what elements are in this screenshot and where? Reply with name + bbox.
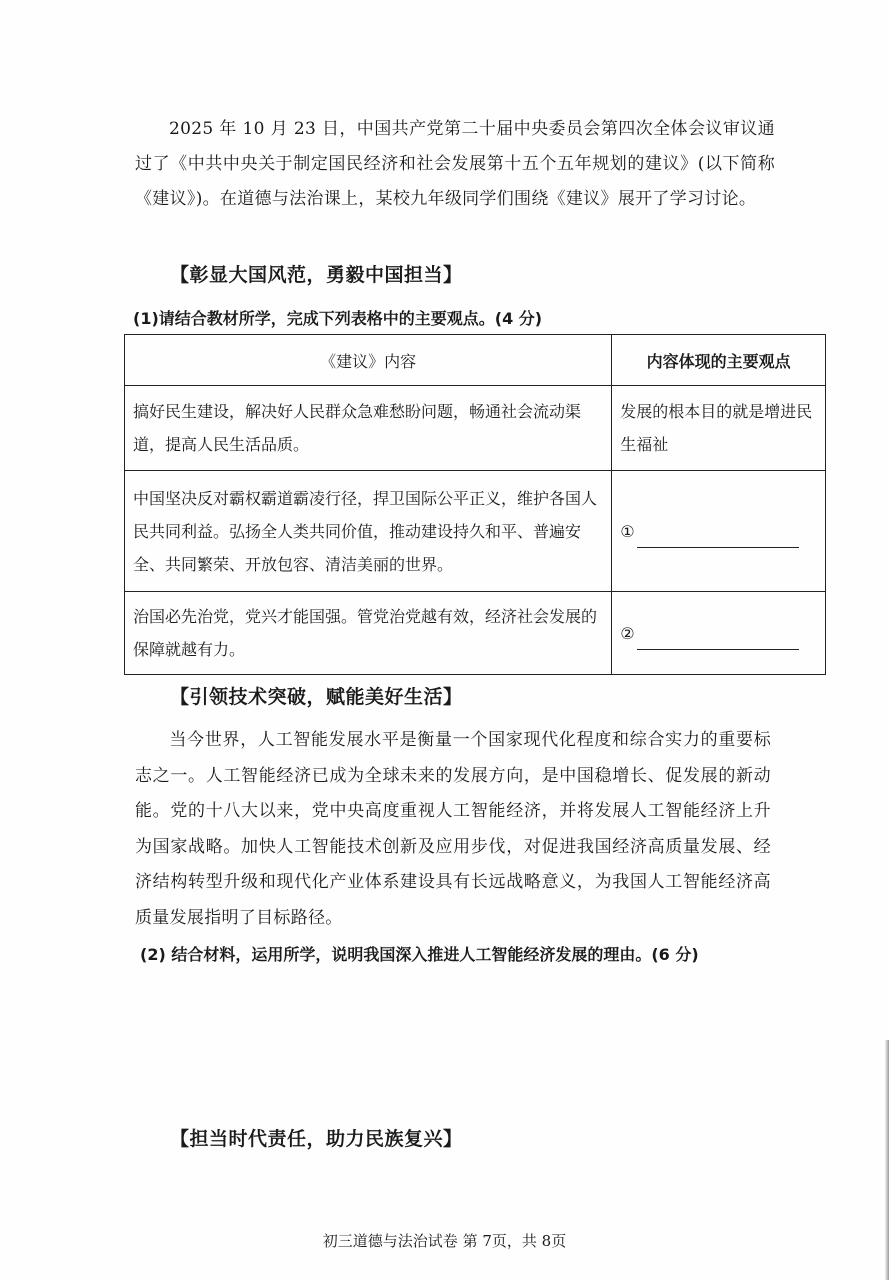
header-view: 内容体现的主要观点 bbox=[612, 335, 826, 386]
table-row bbox=[125, 386, 826, 471]
section-heading-1: 【彰显大国风范，勇毅中国担当】 bbox=[170, 264, 463, 286]
section-heading-3: 【担当时代责任，助力民族复兴】 bbox=[170, 1128, 463, 1150]
page-edge-shadow bbox=[885, 1040, 889, 1280]
row3-view bbox=[612, 592, 826, 675]
intro-paragraph bbox=[135, 112, 775, 217]
intro-text: 2025 年 10 月 23 日，中国共产党第二十届中央委员会第四次全体会议审议通过了《中共中央关于制定国民经济和社会发展第十五个五年规划的建议》(以下简称《建议》)。在道德与法治课上，某校九年级同学们围绕《建议》展开了学习讨论。 bbox=[135, 119, 775, 209]
blank-line-1 bbox=[637, 525, 799, 548]
question-1: (1)请结合教材所学，完成下列表格中的主要观点。(4 分) bbox=[133, 309, 543, 328]
row3-content: 治国必先治党，党兴才能国强。管党治党越有效，经济社会发展的保障就越有力。 bbox=[125, 592, 612, 675]
row2-view bbox=[612, 471, 826, 592]
views-table bbox=[124, 334, 826, 675]
row1-view: 发展的根本目的就是增进民生福祉 bbox=[612, 386, 826, 471]
ai-passage-text: 当今世界，人工智能发展水平是衡量一个国家现代化程度和综合实力的重要标志之一。人工智能经济已成为全球未来的发展方向，是中国稳增长、促发展的新动能。党的十八大以来，党中央高度重视人工智能经济，并将发展人工智能经济上升为国家战略。加快人工智能技术创新及应用步伐，对促进我国经济高质量发展、经济结构转型升级和现代化产业体系建设具有长远战略意义，为我国人工智能经济高质量发展指明了目标路径。 bbox=[135, 730, 771, 928]
answer-blank-2[interactable] bbox=[620, 617, 798, 650]
table-row bbox=[125, 592, 826, 675]
blank-marker-2: ② bbox=[620, 623, 635, 643]
answer-blank-1[interactable] bbox=[620, 515, 798, 548]
blank-marker-1: ① bbox=[620, 521, 635, 541]
question-2: (2) 结合材料，运用所学，说明我国深入推进人工智能经济发展的理由。(6 分) bbox=[140, 945, 699, 964]
page-footer: 初三道德与法治试卷 第 7页，共 8页 bbox=[322, 1232, 567, 1250]
table-header-row bbox=[125, 335, 826, 386]
blank-line-2 bbox=[637, 627, 799, 650]
header-content: 《建议》内容 bbox=[125, 335, 612, 386]
table-row bbox=[125, 471, 826, 592]
ai-passage bbox=[135, 723, 771, 936]
section-heading-2: 【引领技术突破，赋能美好生活】 bbox=[170, 686, 463, 708]
row2-content: 中国坚决反对霸权霸道霸凌行径，捍卫国际公平正义，维护各国人民共同利益。弘扬全人类共同价值，推动建设持久和平、普遍安全、共同繁荣、开放包容、清洁美丽的世界。 bbox=[125, 471, 612, 592]
row1-content: 搞好民生建设，解决好人民群众急难愁盼问题，畅通社会流动渠道，提高人民生活品质。 bbox=[125, 386, 612, 471]
